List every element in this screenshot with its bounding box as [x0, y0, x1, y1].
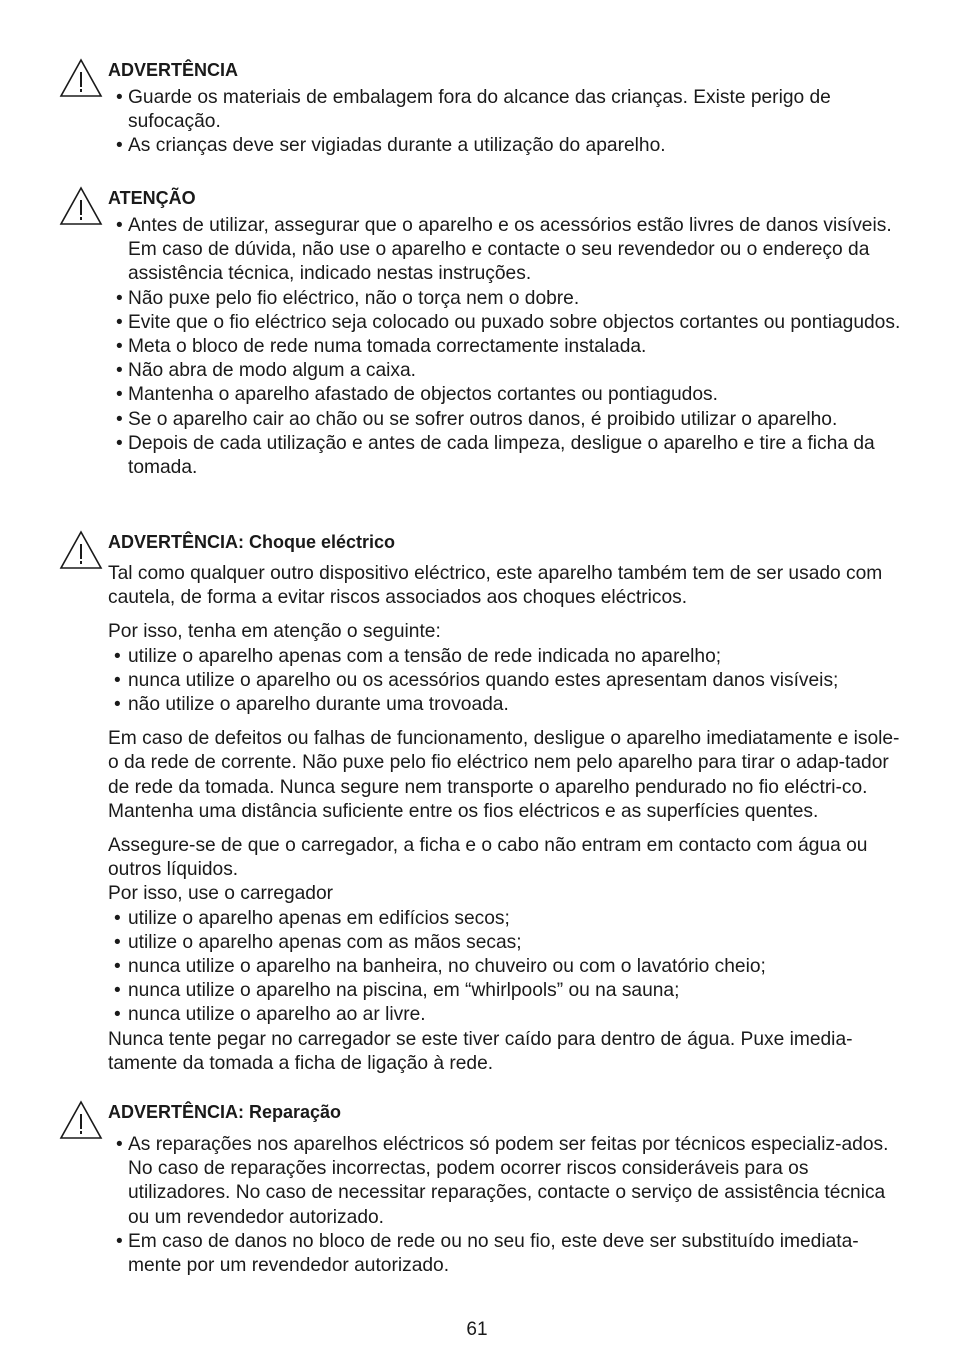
section-heading: ATENÇÃO — [108, 188, 196, 208]
bullet-list — [108, 86, 908, 159]
list-item: • Guarde os materiais de embalagem fora do alcance das crianças. Existe perigo de sufocação. — [108, 86, 908, 134]
paragraph: Nunca tente pegar no carregador se este tiver caído para dentro de água. Puxe imedia-tamente da tomada a ficha de ligação à rede. — [108, 1028, 853, 1074]
list-item: • nunca utilize o aparelho ao ar livre. — [108, 1003, 908, 1027]
intro-paragraph: Tal como qualquer outro dispositivo eléctrico, este aparelho também tem de ser usado com cautela, de forma a evitar riscos associados aos choques eléctricos. — [108, 563, 883, 609]
section-heading: ADVERTÊNCIA — [108, 60, 239, 80]
bullet-list — [108, 1133, 908, 1278]
warning-triangle-icon — [59, 186, 103, 226]
list-item: • nunca utilize o aparelho na banheira, no chuveiro ou com o lavatório cheio; — [108, 955, 908, 979]
list-item: • utilize o aparelho apenas com a tensão de rede indicada no aparelho; — [108, 645, 908, 669]
lead-text: Por isso, use o carregador — [108, 883, 334, 905]
section-heading: ADVERTÊNCIA: Reparação — [108, 1102, 342, 1122]
list-item: • Se o aparelho cair ao chão ou se sofrer outros danos, é proibido utilizar o aparelho. — [108, 408, 908, 432]
warning-triangle-icon — [59, 530, 103, 570]
bullet-list — [108, 645, 908, 718]
list-item: • Não puxe pelo fio eléctrico, não o torça nem o dobre. — [108, 287, 908, 311]
paragraph: Assegure-se de que o carregador, a ficha e o cabo não entram em contacto com água ou outros líquidos. — [108, 835, 868, 881]
list-item: • Mantenha o aparelho afastado de objectos cortantes ou pontiagudos. — [108, 383, 908, 407]
list-item: • Em caso de danos no bloco de rede ou no seu fio, este deve ser substituído imediata-mente por um revendedor autorizado. — [108, 1230, 908, 1278]
warning-triangle-icon — [59, 58, 103, 98]
list-item: • Antes de utilizar, assegurar que o aparelho e os acessórios estão livres de danos visíveis. Em caso de dúvida, não use o aparelho e contacte o seu revendedor ou o endereço da assistência técnica, indicado nestas instruções. — [108, 214, 908, 287]
section-body — [108, 562, 908, 1076]
list-item: • Evite que o fio eléctrico seja colocado ou puxado sobre objectos cortantes ou pontiagudos. — [108, 311, 908, 335]
list-item: • Meta o bloco de rede numa tomada correctamente instalada. — [108, 335, 908, 359]
list-item: • não utilize o aparelho durante uma trovoada. — [108, 693, 908, 717]
bullet-list — [108, 214, 908, 480]
list-item: • Não abra de modo algum a caixa. — [108, 359, 908, 383]
section-heading: ADVERTÊNCIA: Choque eléctrico — [108, 532, 396, 552]
warning-triangle-icon — [59, 1100, 103, 1140]
list-item: • utilize o aparelho apenas com as mãos secas; — [108, 931, 908, 955]
list-item: • nunca utilize o aparelho na piscina, em “whirlpools” ou na sauna; — [108, 979, 908, 1003]
list-item: • As reparações nos aparelhos eléctricos só podem ser feitas por técnicos especializ-ados. No caso de reparações incorrectas, podem ocorrer riscos consideráveis para os utilizadores. No caso de necessitar reparações, contacte o serviço de assistência técnica ou um revendedor autorizado. — [108, 1133, 908, 1230]
paragraph: Em caso de defeitos ou falhas de funcionamento, desligue o aparelho imediatamente e isole-o da rede de corrente. Não puxe pelo fio eléctrico nem pelo aparelho para tirar o adap-tador de rede da tomada. Nunca segure nem transporte o aparelho pendurado no fio eléctri-co. Mantenha uma distância suficiente entre os fios eléctricos e as superfícies quentes. — [108, 728, 900, 822]
list-item: • nunca utilize o aparelho ou os acessórios quando estes apresentam danos visíveis; — [108, 669, 908, 693]
bullet-list — [108, 907, 908, 1028]
page-number: 61 — [466, 1319, 488, 1340]
list-item: • utilize o aparelho apenas em edifícios secos; — [108, 907, 908, 931]
list-item: • Depois de cada utilização e antes de cada limpeza, desligue o aparelho e tire a ficha da tomada. — [108, 432, 908, 480]
list-item: • As crianças deve ser vigiadas durante a utilização do aparelho. — [108, 134, 908, 158]
lead-text: Por isso, tenha em atenção o seguinte: — [108, 621, 441, 643]
